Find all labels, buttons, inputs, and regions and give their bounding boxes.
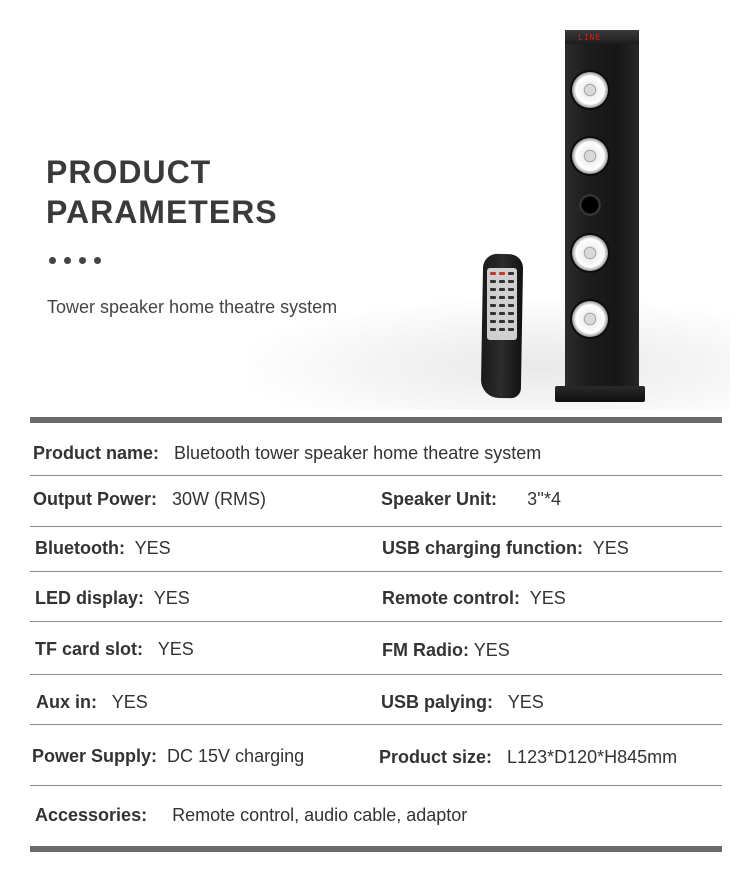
spec-value: YES	[507, 692, 544, 712]
spec-value: Bluetooth tower speaker home theatre system	[174, 443, 542, 463]
spec-label: Product size:	[379, 747, 493, 767]
table-bottom-rule	[30, 846, 722, 852]
speaker-driver	[572, 138, 608, 174]
page-title: PRODUCT PARAMETERS	[46, 154, 278, 230]
spec-value: YES	[529, 588, 566, 608]
remote-button	[508, 296, 514, 299]
remote-button	[490, 288, 496, 291]
spec-label: Output Power:	[33, 489, 157, 509]
spec-value: 3''*4	[527, 489, 561, 509]
remote-button	[490, 304, 496, 307]
spec-value: Remote control, audio cable, adaptor	[172, 805, 468, 825]
spec-output-power	[33, 489, 266, 510]
spec-power-supply	[32, 746, 304, 767]
dot	[94, 257, 101, 264]
tower-top	[565, 30, 639, 44]
remote-button	[490, 320, 496, 323]
spec-usb-playing	[381, 692, 544, 713]
remote-button	[508, 272, 514, 275]
remote-button	[508, 304, 514, 307]
bass-port	[579, 194, 601, 216]
spec-product-name	[33, 443, 541, 464]
decorative-dots	[49, 257, 101, 264]
remote-button	[499, 304, 505, 307]
spec-value: L123*D120*H845mm	[507, 747, 678, 767]
spec-label: USB charging function:	[382, 538, 583, 558]
spec-value: YES	[473, 640, 510, 660]
spec-usb-charging	[382, 538, 629, 559]
spec-label: LED display:	[35, 588, 145, 608]
spec-label: TF card slot:	[35, 639, 144, 659]
remote-button	[508, 288, 514, 291]
spec-fm-radio	[382, 640, 510, 661]
spec-label: Power Supply:	[32, 746, 158, 766]
speaker-driver	[572, 72, 608, 108]
spec-label: USB palying:	[381, 692, 494, 712]
spec-label: Aux in:	[36, 692, 97, 712]
spec-label: Product name:	[33, 443, 160, 463]
remote-power-button	[490, 272, 496, 275]
remote-button	[499, 272, 505, 275]
row-divider	[30, 475, 722, 476]
remote-button	[508, 280, 514, 283]
dot	[79, 257, 86, 264]
remote-button	[490, 312, 496, 315]
spec-label: Bluetooth:	[35, 538, 125, 558]
led-display: LINE	[578, 33, 602, 42]
row-divider	[30, 526, 722, 527]
spec-value: YES	[157, 639, 194, 659]
remote-button	[490, 328, 496, 331]
row-divider	[30, 621, 722, 622]
spec-bluetooth	[35, 538, 171, 559]
table-top-rule	[30, 417, 722, 423]
row-divider	[30, 785, 722, 786]
remote-button	[508, 328, 514, 331]
spec-value: 30W (RMS)	[172, 489, 267, 509]
spec-label: Speaker Unit:	[381, 489, 498, 509]
dot	[49, 257, 56, 264]
remote-button	[508, 312, 514, 315]
spec-value: YES	[592, 538, 629, 558]
speaker-driver	[572, 301, 608, 337]
remote-button	[499, 288, 505, 291]
spec-value: YES	[153, 588, 190, 608]
remote-button	[490, 280, 496, 283]
remote-button	[508, 320, 514, 323]
row-divider	[30, 571, 722, 572]
tower-base	[555, 386, 645, 402]
spec-value: DC 15V charging	[167, 746, 305, 766]
remote-button	[499, 296, 505, 299]
spec-value: YES	[111, 692, 148, 712]
dot	[64, 257, 71, 264]
spec-led-display	[35, 588, 190, 609]
spec-tf-card-slot	[35, 639, 194, 660]
remote-button	[490, 296, 496, 299]
spec-aux-in	[36, 692, 148, 713]
remote-button	[499, 328, 505, 331]
page-subtitle: Tower speaker home theatre system	[47, 297, 338, 317]
remote-button	[499, 280, 505, 283]
spec-value: YES	[134, 538, 171, 558]
spec-label: Remote control:	[382, 588, 521, 608]
spec-accessories	[35, 805, 467, 826]
speaker-driver	[572, 235, 608, 271]
spec-speaker-unit	[381, 489, 561, 510]
row-divider	[30, 724, 722, 725]
row-divider	[30, 674, 722, 675]
remote-button	[499, 312, 505, 315]
spec-remote-control	[382, 588, 566, 609]
remote-button	[499, 320, 505, 323]
spec-product-size	[379, 747, 677, 768]
spec-label: FM Radio:	[382, 640, 469, 660]
spec-label: Accessories:	[35, 805, 148, 825]
